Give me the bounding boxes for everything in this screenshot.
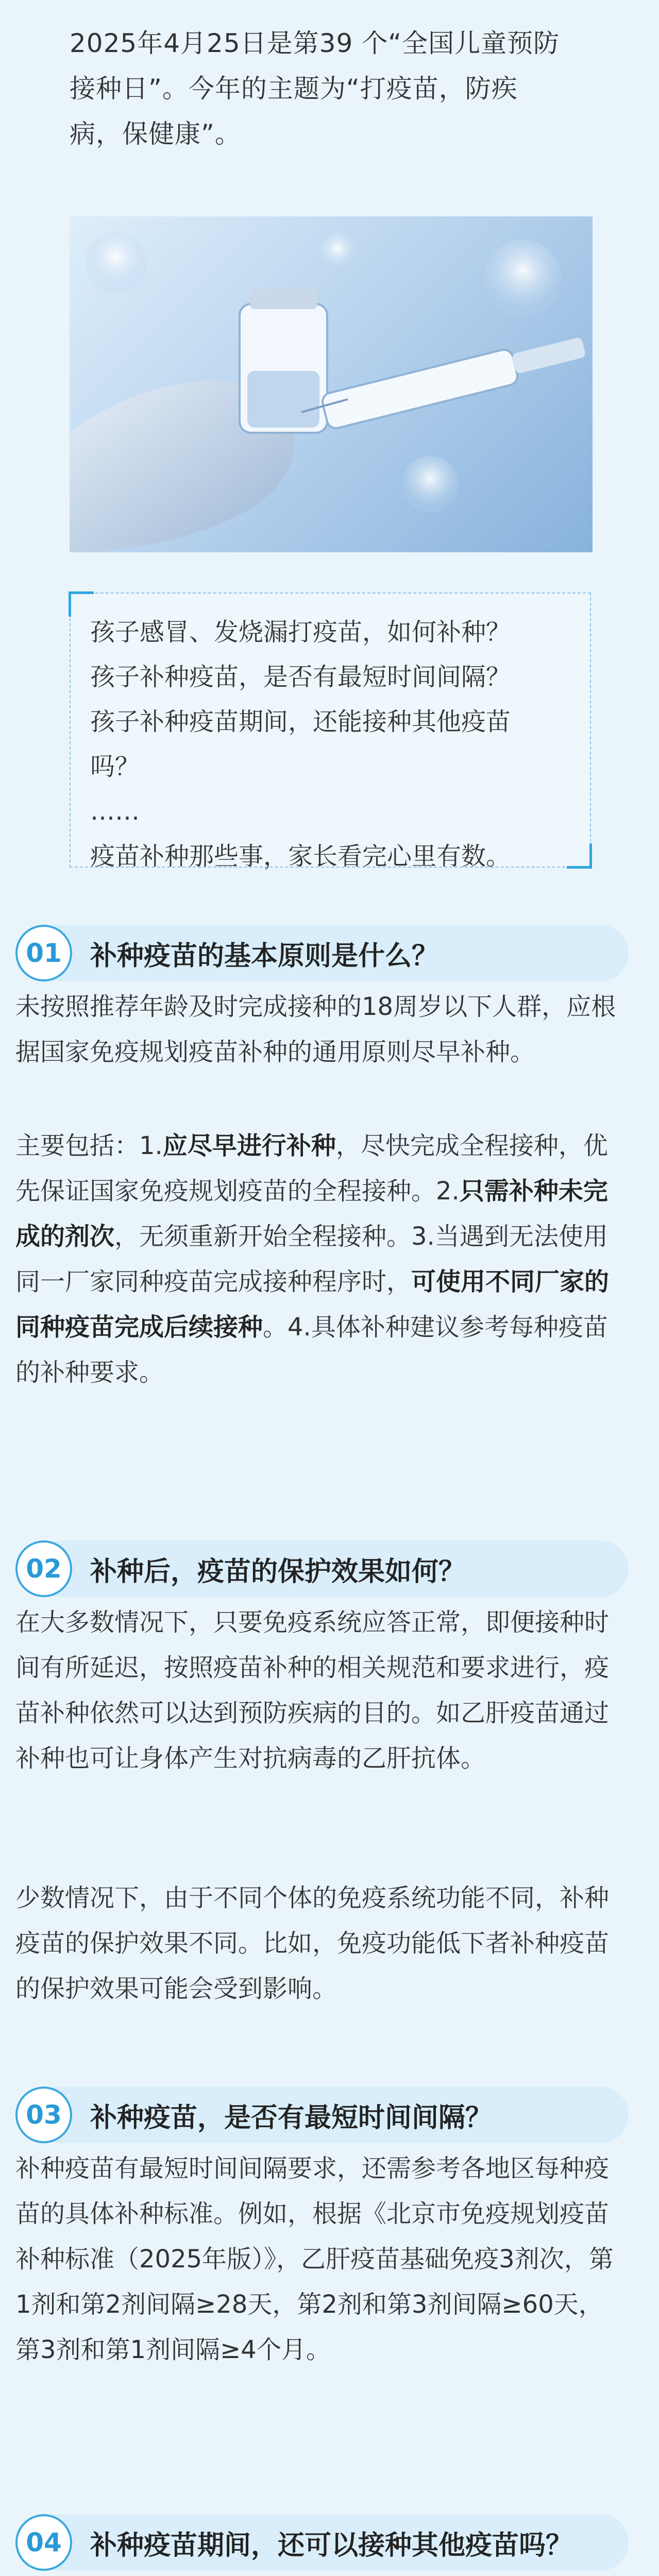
bold-span: 只需补种未完成的剂次 xyxy=(15,1177,608,1251)
text-span: 。4.具体补种建议参考每种疫苗的补种要求。 xyxy=(15,1313,608,1387)
intro-line: 2025年4月25日是第39 个“全国儿童预防 xyxy=(70,28,560,58)
question-line: 孩子感冒、发烧漏打疫苗，如何补种？ xyxy=(90,618,511,647)
section-03-paragraph: 补种疫苗有最短时间间隔要求，还需参考各地区每种疫苗的具体补种标准。例如，根据《北京市免疫规划疫苗补种标准（2025年版）》，乙肝疫苗基础免疫3剂次，第1剂和第2剂间隔≥28天，第2剂和第3剂间隔≥60天，第3剂和第1剂间隔≥4个月。 xyxy=(15,2154,614,2364)
section-header-04 xyxy=(15,2514,654,2571)
intro-line: 接种日”。今年的主题为“打疫苗，防疾 xyxy=(70,74,518,104)
section-04-paragraph xyxy=(15,2573,623,2576)
intro-paragraph xyxy=(70,21,600,157)
text-span: ，尽快完成全程接种，优先保证国家免疫规划疫苗的全程接种。2. xyxy=(15,1131,608,1206)
section-header-03 xyxy=(15,2087,654,2143)
corner-decoration xyxy=(567,843,592,869)
section-header-02 xyxy=(15,1540,654,1597)
questions-box xyxy=(70,592,591,871)
closing-line: 疫苗补种那些事，家长看完心里有数。 xyxy=(90,842,511,871)
section-title: 补种疫苗期间，还可以接种其他疫苗吗？ xyxy=(90,2530,573,2561)
section-number-badge: 02 xyxy=(15,1540,72,1597)
text-span: 主要包括：1. xyxy=(15,1131,163,1160)
question-line: 吗？ xyxy=(90,752,140,781)
bubble-shape xyxy=(484,240,562,317)
vaccine-hero-image xyxy=(70,216,593,552)
question-line: 孩子补种疫苗期间，还能接种其他疫苗 xyxy=(90,707,511,736)
section-title: 补种疫苗，是否有最短时间间隔？ xyxy=(90,2102,493,2133)
section-02-paragraph: 少数情况下，由于不同个体的免疫系统功能不同，补种疫苗的保护效果不同。比如，免疫功能低下者补种疫苗的保护效果可能会受到影响。 xyxy=(15,1884,610,2003)
syringe-vial-illustration xyxy=(70,216,593,552)
bold-span: 应尽早进行补种 xyxy=(162,1131,336,1160)
question-line: 孩子补种疫苗，是否有最短时间间隔？ xyxy=(90,663,511,691)
bubble-shape xyxy=(402,456,459,513)
section-01-paragraph: 未按照推荐年龄及时完成接种的18周岁以下人群，应根据国家免疫规划疫苗补种的通用原则尽早补种。 xyxy=(15,992,616,1066)
intro-line: 病，保健康”。 xyxy=(70,119,241,149)
bold-span: 可使用不同厂家的同种疫苗完成后续接种 xyxy=(15,1267,610,1342)
section-number-badge: 01 xyxy=(15,925,72,981)
syringe-plunger-shape xyxy=(511,337,586,375)
vial-liquid-shape xyxy=(247,371,319,428)
section-01-principles xyxy=(15,1123,623,1395)
section-title: 补种后，疫苗的保护效果如何？ xyxy=(90,1556,466,1587)
section-number-badge: 04 xyxy=(15,2514,72,2571)
text-span: ，无须重新开始全程接种。3.当遇到无法使用同一厂家同种疫苗完成接种程序时， xyxy=(15,1222,608,1296)
syringe-barrel-shape xyxy=(320,348,519,430)
vial-cap-shape xyxy=(250,289,317,309)
bubble-shape xyxy=(317,232,358,273)
section-header-01 xyxy=(15,925,654,981)
section-02-paragraph: 在大多数情况下，只要免疫系统应答正常，即便接种时间有所延迟，按照疫苗补种的相关规范和要求进行，疫苗补种依然可以达到预防疾病的目的。如乙肝疫苗通过补种也可让身体产生对抗病毒的乙肝抗体。 xyxy=(15,1608,610,1773)
bubble-shape xyxy=(85,232,147,294)
section-title: 补种疫苗的基本原则是什么？ xyxy=(90,940,439,972)
ellipsis-line: …… xyxy=(90,797,140,826)
section-number-badge: 03 xyxy=(15,2087,72,2143)
